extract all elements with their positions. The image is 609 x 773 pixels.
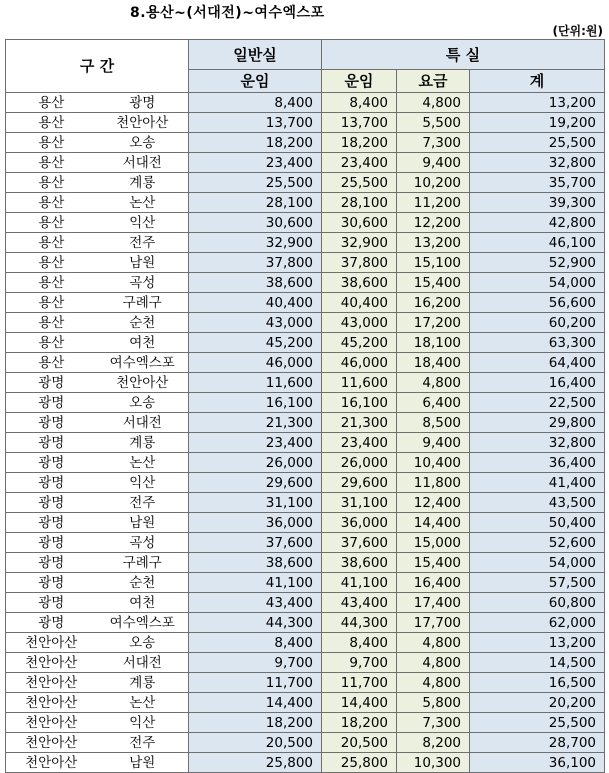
destination-cell: 서대전 — [97, 413, 189, 433]
surcharge-cell: 9,400 — [397, 153, 470, 173]
general-fare-cell: 11,700 — [189, 673, 322, 693]
surcharge-cell: 12,200 — [397, 213, 470, 233]
origin-cell: 광명 — [6, 453, 97, 473]
destination-cell: 여천 — [97, 333, 189, 353]
general-fare-cell: 37,800 — [189, 253, 322, 273]
destination-cell: 전주 — [97, 493, 189, 513]
special-fare-cell: 29,600 — [322, 473, 397, 493]
table-row — [6, 513, 605, 533]
origin-cell: 천안아산 — [6, 673, 97, 693]
destination-cell: 논산 — [97, 193, 189, 213]
table-row — [6, 533, 605, 553]
origin-cell: 용산 — [6, 213, 97, 233]
origin-cell: 광명 — [6, 593, 97, 613]
surcharge-cell: 15,400 — [397, 273, 470, 293]
origin-cell: 천안아산 — [6, 633, 97, 653]
surcharge-cell: 4,800 — [397, 653, 470, 673]
special-fare-cell: 37,800 — [322, 253, 397, 273]
total-cell: 50,400 — [470, 513, 605, 533]
table-row — [6, 153, 605, 173]
destination-cell: 오송 — [97, 633, 189, 653]
origin-cell: 광명 — [6, 553, 97, 573]
surcharge-cell: 15,100 — [397, 253, 470, 273]
surcharge-cell: 4,800 — [397, 673, 470, 693]
destination-cell: 곡성 — [97, 533, 189, 553]
destination-cell: 계룡 — [97, 673, 189, 693]
destination-cell: 계룡 — [97, 433, 189, 453]
table-row — [6, 353, 605, 373]
table-row — [6, 413, 605, 433]
table-row — [6, 173, 605, 193]
surcharge-cell: 4,800 — [397, 633, 470, 653]
special-fare-cell: 28,100 — [322, 193, 397, 213]
special-fare-cell: 37,600 — [322, 533, 397, 553]
total-cell: 52,900 — [470, 253, 605, 273]
destination-cell: 순천 — [97, 573, 189, 593]
general-fare-cell: 25,500 — [189, 173, 322, 193]
surcharge-cell: 12,400 — [397, 493, 470, 513]
destination-cell: 서대전 — [97, 653, 189, 673]
total-cell: 36,400 — [470, 453, 605, 473]
destination-cell: 논산 — [97, 693, 189, 713]
destination-cell: 광명 — [97, 93, 189, 113]
surcharge-cell: 17,700 — [397, 613, 470, 633]
surcharge-cell: 7,300 — [397, 133, 470, 153]
table-row — [6, 633, 605, 653]
total-cell: 13,200 — [470, 93, 605, 113]
destination-cell: 곡성 — [97, 273, 189, 293]
surcharge-cell: 11,800 — [397, 473, 470, 493]
general-fare-cell: 44,300 — [189, 613, 322, 633]
total-cell: 54,000 — [470, 273, 605, 293]
general-fare-cell: 18,200 — [189, 713, 322, 733]
destination-cell: 순천 — [97, 313, 189, 333]
surcharge-cell: 8,200 — [397, 733, 470, 753]
table-row — [6, 93, 605, 113]
general-fare-cell: 29,600 — [189, 473, 322, 493]
destination-cell: 구례구 — [97, 293, 189, 313]
general-fare-cell: 40,400 — [189, 293, 322, 313]
table-row — [6, 193, 605, 213]
total-cell: 35,700 — [470, 173, 605, 193]
destination-cell: 전주 — [97, 733, 189, 753]
total-cell: 39,300 — [470, 193, 605, 213]
total-cell: 57,500 — [470, 573, 605, 593]
general-fare-cell: 41,100 — [189, 573, 322, 593]
origin-cell: 천안아산 — [6, 753, 97, 773]
special-fare-cell: 38,600 — [322, 273, 397, 293]
destination-cell: 익산 — [97, 473, 189, 493]
general-fare-cell: 43,000 — [189, 313, 322, 333]
general-fare-cell: 20,500 — [189, 733, 322, 753]
surcharge-cell: 4,800 — [397, 93, 470, 113]
general-fare-cell: 25,800 — [189, 753, 322, 773]
origin-cell: 천안아산 — [6, 733, 97, 753]
origin-cell: 용산 — [6, 133, 97, 153]
general-fare-cell: 23,400 — [189, 433, 322, 453]
total-cell: 20,200 — [470, 693, 605, 713]
destination-cell: 익산 — [97, 213, 189, 233]
special-fare-cell: 18,200 — [322, 713, 397, 733]
general-fare-cell: 36,000 — [189, 513, 322, 533]
special-fare-cell: 38,600 — [322, 553, 397, 573]
origin-cell: 용산 — [6, 233, 97, 253]
surcharge-cell: 10,300 — [397, 753, 470, 773]
origin-cell: 용산 — [6, 293, 97, 313]
destination-cell: 구례구 — [97, 553, 189, 573]
special-fare-cell: 13,700 — [322, 113, 397, 133]
destination-cell: 오송 — [97, 133, 189, 153]
table-row — [6, 733, 605, 753]
origin-cell: 광명 — [6, 433, 97, 453]
surcharge-cell: 5,500 — [397, 113, 470, 133]
origin-cell: 광명 — [6, 493, 97, 513]
destination-cell: 남원 — [97, 253, 189, 273]
total-cell: 60,200 — [470, 313, 605, 333]
general-fare-cell: 16,100 — [189, 393, 322, 413]
special-fare-cell: 8,400 — [322, 93, 397, 113]
general-fare-cell: 14,400 — [189, 693, 322, 713]
special-class-header: 특 실 — [322, 40, 605, 70]
surcharge-header: 요금 — [397, 70, 470, 93]
special-fare-cell: 40,400 — [322, 293, 397, 313]
total-cell: 25,500 — [470, 133, 605, 153]
table-row — [6, 113, 605, 133]
general-fare-cell: 31,100 — [189, 493, 322, 513]
surcharge-cell: 8,500 — [397, 413, 470, 433]
total-cell: 43,500 — [470, 493, 605, 513]
destination-cell: 천안아산 — [97, 373, 189, 393]
destination-cell: 계룡 — [97, 173, 189, 193]
destination-cell: 여수엑스포 — [97, 353, 189, 373]
total-cell: 25,500 — [470, 713, 605, 733]
surcharge-cell: 15,400 — [397, 553, 470, 573]
destination-cell: 남원 — [97, 753, 189, 773]
special-fare-cell: 16,100 — [322, 393, 397, 413]
origin-cell: 용산 — [6, 333, 97, 353]
table-row — [6, 573, 605, 593]
special-fare-cell: 45,200 — [322, 333, 397, 353]
table-row — [6, 393, 605, 413]
origin-cell: 용산 — [6, 273, 97, 293]
origin-cell: 천안아산 — [6, 653, 97, 673]
general-fare-cell: 28,100 — [189, 193, 322, 213]
table-row — [6, 453, 605, 473]
special-fare-cell: 31,100 — [322, 493, 397, 513]
table-row — [6, 333, 605, 353]
general-fare-cell: 8,400 — [189, 633, 322, 653]
fare-rows — [6, 93, 605, 773]
general-fare-cell: 45,200 — [189, 333, 322, 353]
special-fare-cell: 25,800 — [322, 753, 397, 773]
origin-cell: 광명 — [6, 573, 97, 593]
surcharge-cell: 17,200 — [397, 313, 470, 333]
general-fare-cell: 8,400 — [189, 93, 322, 113]
total-cell: 64,400 — [470, 353, 605, 373]
total-cell: 16,400 — [470, 373, 605, 393]
table-row — [6, 293, 605, 313]
origin-cell: 광명 — [6, 513, 97, 533]
origin-cell: 광명 — [6, 473, 97, 493]
total-cell: 32,800 — [470, 153, 605, 173]
general-fare-cell: 23,400 — [189, 153, 322, 173]
table-row — [6, 213, 605, 233]
total-cell: 13,200 — [470, 633, 605, 653]
general-fare-header: 운임 — [189, 70, 322, 93]
general-fare-cell: 46,000 — [189, 353, 322, 373]
special-fare-cell: 43,000 — [322, 313, 397, 333]
special-fare-cell: 26,000 — [322, 453, 397, 473]
unit-label: (단위:원) — [552, 24, 603, 38]
surcharge-cell: 17,400 — [397, 593, 470, 613]
origin-cell: 광명 — [6, 393, 97, 413]
table-row — [6, 613, 605, 633]
destination-cell: 남원 — [97, 513, 189, 533]
general-fare-cell: 11,600 — [189, 373, 322, 393]
special-fare-cell: 14,400 — [322, 693, 397, 713]
special-fare-cell: 23,400 — [322, 433, 397, 453]
origin-cell: 천안아산 — [6, 693, 97, 713]
total-cell: 42,800 — [470, 213, 605, 233]
destination-cell: 여천 — [97, 593, 189, 613]
total-cell: 41,400 — [470, 473, 605, 493]
general-fare-cell: 38,600 — [189, 553, 322, 573]
table-row — [6, 493, 605, 513]
table-row — [6, 133, 605, 153]
origin-cell: 용산 — [6, 353, 97, 373]
origin-cell: 용산 — [6, 313, 97, 333]
surcharge-cell: 7,300 — [397, 713, 470, 733]
total-cell: 14,500 — [470, 653, 605, 673]
destination-cell: 오송 — [97, 393, 189, 413]
special-fare-cell: 30,600 — [322, 213, 397, 233]
total-cell: 28,700 — [470, 733, 605, 753]
section-header: 구 간 — [6, 40, 189, 93]
special-fare-cell: 41,100 — [322, 573, 397, 593]
destination-cell: 익산 — [97, 713, 189, 733]
special-fare-cell: 46,000 — [322, 353, 397, 373]
total-cell: 52,600 — [470, 533, 605, 553]
total-cell: 32,800 — [470, 433, 605, 453]
general-fare-cell: 18,200 — [189, 133, 322, 153]
origin-cell: 용산 — [6, 153, 97, 173]
origin-cell: 용산 — [6, 93, 97, 113]
surcharge-cell: 15,000 — [397, 533, 470, 553]
table-row — [6, 713, 605, 733]
special-fare-header: 운임 — [322, 70, 397, 93]
destination-cell: 여수엑스포 — [97, 613, 189, 633]
table-row — [6, 473, 605, 493]
general-class-header: 일반실 — [189, 40, 322, 70]
special-fare-cell: 11,600 — [322, 373, 397, 393]
origin-cell: 광명 — [6, 613, 97, 633]
origin-cell: 광명 — [6, 373, 97, 393]
surcharge-cell: 9,400 — [397, 433, 470, 453]
total-cell: 19,200 — [470, 113, 605, 133]
surcharge-cell: 16,200 — [397, 293, 470, 313]
surcharge-cell: 10,200 — [397, 173, 470, 193]
table-row — [6, 653, 605, 673]
general-fare-cell: 30,600 — [189, 213, 322, 233]
destination-cell: 서대전 — [97, 153, 189, 173]
total-cell: 46,100 — [470, 233, 605, 253]
origin-cell: 광명 — [6, 413, 97, 433]
special-fare-cell: 21,300 — [322, 413, 397, 433]
surcharge-cell: 14,400 — [397, 513, 470, 533]
table-row — [6, 313, 605, 333]
surcharge-cell: 18,100 — [397, 333, 470, 353]
general-fare-cell: 9,700 — [189, 653, 322, 673]
table-row — [6, 673, 605, 693]
table-row — [6, 693, 605, 713]
total-cell: 60,800 — [470, 593, 605, 613]
surcharge-cell: 18,400 — [397, 353, 470, 373]
table-row — [6, 273, 605, 293]
destination-cell: 전주 — [97, 233, 189, 253]
general-fare-cell: 37,600 — [189, 533, 322, 553]
origin-cell: 용산 — [6, 253, 97, 273]
fare-table — [5, 39, 605, 773]
surcharge-cell: 5,800 — [397, 693, 470, 713]
origin-cell: 광명 — [6, 533, 97, 553]
table-row — [6, 253, 605, 273]
surcharge-cell: 11,200 — [397, 193, 470, 213]
general-fare-cell: 32,900 — [189, 233, 322, 253]
origin-cell: 용산 — [6, 193, 97, 213]
general-fare-cell: 21,300 — [189, 413, 322, 433]
origin-cell: 천안아산 — [6, 713, 97, 733]
destination-cell: 천안아산 — [97, 113, 189, 133]
special-fare-cell: 44,300 — [322, 613, 397, 633]
table-row — [6, 433, 605, 453]
special-fare-cell: 11,700 — [322, 673, 397, 693]
origin-cell: 용산 — [6, 113, 97, 133]
surcharge-cell: 13,200 — [397, 233, 470, 253]
total-cell: 62,000 — [470, 613, 605, 633]
surcharge-cell: 16,400 — [397, 573, 470, 593]
total-header: 계 — [470, 70, 605, 93]
table-row — [6, 593, 605, 613]
special-fare-cell: 32,900 — [322, 233, 397, 253]
destination-cell: 논산 — [97, 453, 189, 473]
surcharge-cell: 6,400 — [397, 393, 470, 413]
origin-cell: 용산 — [6, 173, 97, 193]
general-fare-cell: 13,700 — [189, 113, 322, 133]
general-fare-cell: 43,400 — [189, 593, 322, 613]
total-cell: 29,800 — [470, 413, 605, 433]
total-cell: 16,500 — [470, 673, 605, 693]
total-cell: 56,600 — [470, 293, 605, 313]
surcharge-cell: 10,400 — [397, 453, 470, 473]
special-fare-cell: 20,500 — [322, 733, 397, 753]
special-fare-cell: 8,400 — [322, 633, 397, 653]
general-fare-cell: 26,000 — [189, 453, 322, 473]
total-cell: 36,100 — [470, 753, 605, 773]
table-row — [6, 753, 605, 773]
total-cell: 54,000 — [470, 553, 605, 573]
special-fare-cell: 9,700 — [322, 653, 397, 673]
special-fare-cell: 25,500 — [322, 173, 397, 193]
table-row — [6, 373, 605, 393]
special-fare-cell: 23,400 — [322, 153, 397, 173]
general-fare-cell: 38,600 — [189, 273, 322, 293]
table-row — [6, 553, 605, 573]
surcharge-cell: 4,800 — [397, 373, 470, 393]
table-row — [6, 233, 605, 253]
special-fare-cell: 18,200 — [322, 133, 397, 153]
special-fare-cell: 43,400 — [322, 593, 397, 613]
total-cell: 22,500 — [470, 393, 605, 413]
total-cell: 63,300 — [470, 333, 605, 353]
special-fare-cell: 36,000 — [322, 513, 397, 533]
document-title: 8.용산~(서대전)~여수엑스포 — [130, 5, 325, 21]
